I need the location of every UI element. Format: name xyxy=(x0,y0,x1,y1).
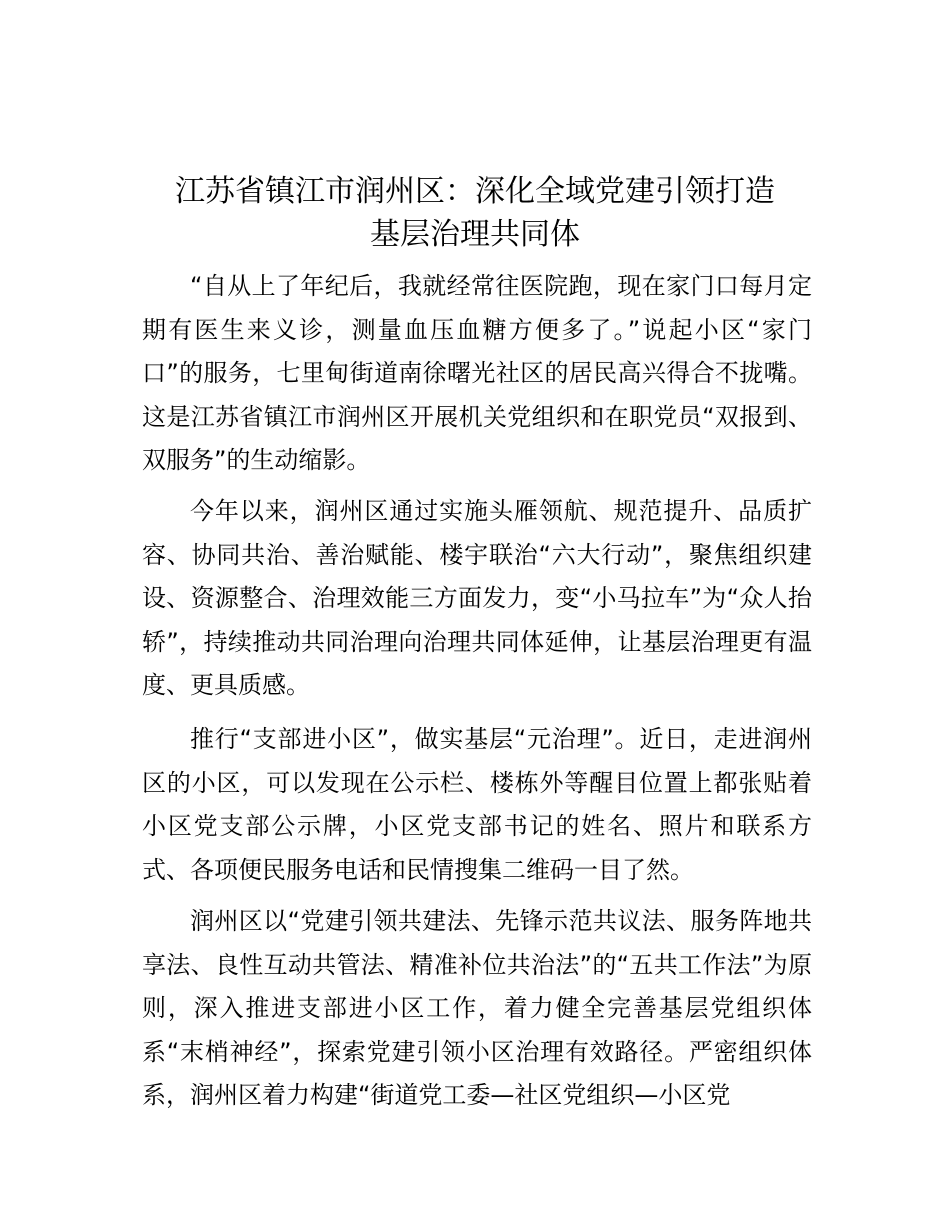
paragraph-4: 润州区以“党建引领共建法、先锋示范共议法、服务阵地共享法、良性互动共管法、精准补位共治法”的“五共工作法”为原则，深入推进支部进小区工作，着力健全完善基层党组织体系“末梢神经”，探索党建引领小区治理有效路径。严密组织体系，润州区着力构建“街道党工委—社区党组织—小区党 xyxy=(142,907,812,1109)
paragraph-3: 推行“支部进小区”，做实基层“元治理”。近日，走进润州区的小区，可以发现在公示栏、楼栋外等醒目位置上都张贴着小区党支部公示牌，小区党支部书记的姓名、照片和联系方式、各项便民服务电话和民情搜集二维码一目了然。 xyxy=(142,725,812,884)
document-title-line-1: 江苏省镇江市润州区：深化全域党建引领打造 xyxy=(175,174,775,209)
paragraph-2: 今年以来，润州区通过实施头雁领航、规范提升、品质扩容、协同共治、善治赋能、楼宇联治“六大行动”，聚焦组织建设、资源整合、治理效能三方面发力，变“小马拉车”为“众人抬轿”，持续推动共同治理向治理共同体延伸，让基层治理更有温度、更具质感。 xyxy=(142,497,812,699)
paragraph-1: “自从上了年纪后，我就经常往医院跑，现在家门口每月定期有医生来义诊，测量血压血糖方便多了。”说起小区“家门口”的服务，七里甸街道南徐曙光社区的居民高兴得合不拢嘴。这是江苏省镇江市润州区开展机关党组织和在职党员“双报到、双服务”的生动缩影。 xyxy=(142,272,812,474)
document-title-line-2: 基层治理共同体 xyxy=(370,217,580,252)
